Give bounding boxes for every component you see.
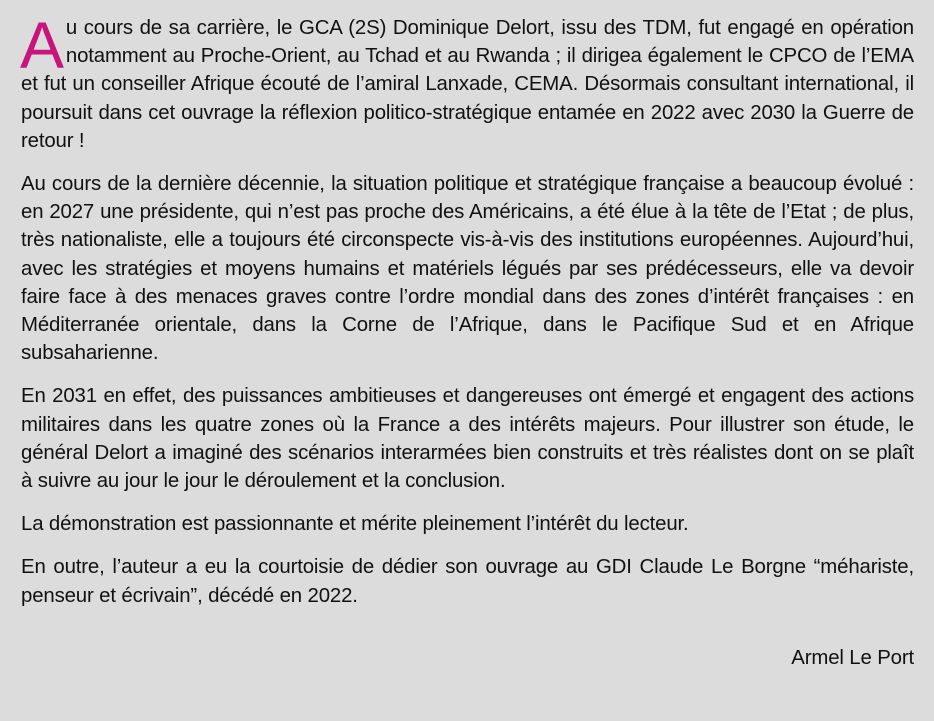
drop-cap: A xyxy=(20,8,64,82)
paragraph-1-text: u cours de sa carrière, le GCA (2S) Dominique Delort, issu des TDM, fut engagé en opération notamment au Proche-Orient, au Tchad et au Rwanda ; il dirigea également le CPCO de l’EMA et fut un conseiller Afrique écouté de l’amiral Lanxade, CEMA. Désormais consultant international, il poursuit dans cet ouvrage la réflexion politico-stratégique entamée en 2022 avec 2030 la Guerre de retour ! xyxy=(21,17,914,152)
paragraph-2: Au cours de la dernière décennie, la situation politique et stratégique française a beaucoup évolué : en 2027 une présidente, qui n’est pas proche des Américains, a été élue à la tête de l’Etat ; de plus, très nationaliste, elle a toujours été circonspecte vis-à-vis des institutions européennes. Aujourd’hui, avec les stratégies et moyens humains et matériels légués par ses prédécesseurs, elle va devoir faire face à des menaces graves contre l’ordre mondial dans des zones d’intérêt françaises : en Méditerranée orientale, dans la Corne de l’Afrique, dans le Pacifique Sud et en Afrique subsaharienne. xyxy=(21,173,914,365)
author-signature: Armel Le Port xyxy=(791,646,914,669)
paragraph-4: La démonstration est passionnante et mérite pleinement l’intérêt du lecteur. xyxy=(21,513,689,536)
paragraph-1 xyxy=(20,8,914,155)
paragraph-5: En outre, l’auteur a eu la courtoisie de dédier son ouvrage au GDI Claude Le Borgne “méhariste, penseur et écrivain”, décédé en 2022. xyxy=(21,556,914,607)
paragraph-3: En 2031 en effet, des puissances ambitieuses et dangereuses ont émergé et engagent des actions militaires dans les quatre zones où la France a des intérêts majeurs. Pour illustrer son étude, le général Delort a imaginé des scénarios interarmées bien construits et très réalistes dont on se plaît à suivre au jour le jour le déroulement et la conclusion. xyxy=(21,385,914,493)
